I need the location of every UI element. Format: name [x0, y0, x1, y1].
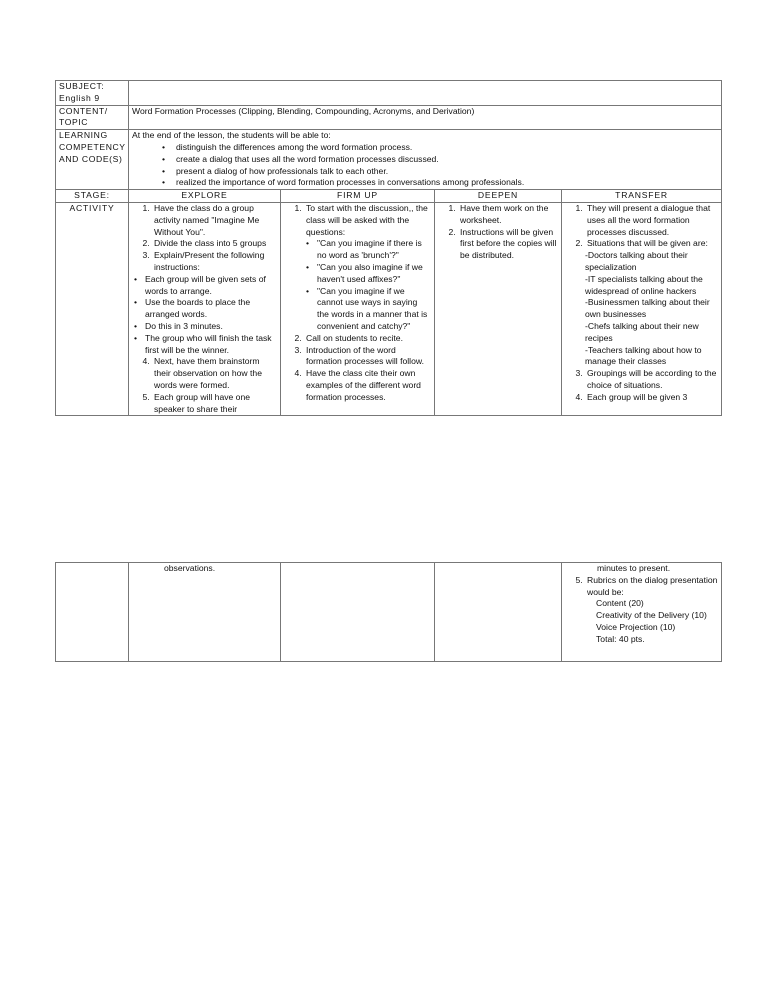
explore-bullet: • The group who will finish the task first will be the winner. — [132, 333, 277, 357]
explore-item: 3. Explain/Present the following instructions: — [152, 250, 277, 274]
subject-row — [56, 81, 722, 106]
deepen-cell-continued — [435, 563, 562, 662]
subject-cell — [56, 81, 129, 106]
activity-label-blank — [56, 563, 129, 662]
content-label-cell — [56, 105, 129, 130]
subject-label: SUBJECT: — [59, 81, 105, 91]
firm-up-item: 2. Call on students to recite. — [304, 333, 431, 345]
competency-row — [56, 130, 722, 190]
transfer-item: 5. Rubrics on the dialog presentation would be: — [585, 575, 718, 599]
deepen-cell — [435, 202, 562, 415]
explore-list-continued — [132, 356, 277, 415]
situation-item: -Chefs talking about their new recipes — [585, 320, 699, 343]
firm-up-cell-continued — [281, 563, 435, 662]
rubric-item: Creativity of the Delivery (10) — [596, 610, 707, 621]
deepen-item: 1. Have them work on the worksheet. — [458, 203, 558, 227]
lesson-plan-table — [55, 80, 722, 416]
firm-up-question: • "Can you imagine if there is no word as 'brunch'?" — [304, 238, 431, 262]
lesson-plan-table-continued — [55, 562, 722, 662]
situation-item: -Doctors talking about their specialization — [585, 250, 688, 272]
content-label-2: TOPIC — [59, 117, 89, 128]
firm-up-item: 4. Have the class cite their own examples of the different word formation processes. — [304, 368, 431, 403]
transfer-list-final — [565, 575, 718, 599]
transfer-item: 3. Groupings will be according to the choice of situations. — [585, 368, 718, 392]
transfer-item — [585, 238, 718, 250]
transfer-item-text: Situations that will be given are: — [587, 238, 708, 249]
rubric-item: Total: 40 pts. — [596, 633, 645, 644]
firm-up-question: • "Can you also imagine if we haven't used affixes?" — [304, 262, 431, 286]
activity-row-continued — [56, 563, 722, 662]
transfer-list-continued — [565, 368, 718, 403]
transfer-item: 4. Each group will be given 3 — [585, 392, 718, 404]
explore-bullets — [132, 274, 277, 357]
firm-up-list-continued — [284, 333, 431, 404]
competency-label-1: LEARNING — [59, 130, 108, 141]
objective-item: • realized the importance of word formation processes in conversations among professionals. — [162, 177, 718, 189]
rubric-item: Content (20) — [596, 598, 644, 609]
transfer-cell-continued — [562, 563, 722, 662]
firm-up-item: 3. Introduction of the word formation processes will follow. — [304, 345, 431, 369]
activity-label: ACTIVITY — [56, 202, 129, 415]
firm-up-question: • "Can you imagine if we cannot use ways in saying the words in a manner that is convenient and catchy?" — [304, 286, 431, 333]
subject-value: English 9 — [59, 92, 100, 103]
activity-row — [56, 202, 722, 415]
stage-label: STAGE: — [56, 190, 129, 203]
competency-content — [129, 130, 722, 190]
rubric-item: Voice Projection (10) — [596, 621, 676, 632]
explore-bullet: • Each group will be given sets of words to arrange. — [132, 274, 277, 298]
subject-blank — [129, 81, 722, 106]
competency-intro: At the end of the lesson, the students will be able to: — [132, 130, 331, 141]
objective-item: • distinguish the differences among the word formation process. — [162, 142, 718, 154]
explore-bullet: • Do this in 3 minutes. — [132, 321, 277, 333]
explore-item: 5. Each group will have one speaker to share their — [152, 392, 277, 416]
competency-label-3: AND CODE(S) — [59, 153, 123, 164]
column-header-explore: EXPLORE — [129, 190, 281, 203]
situation-list — [565, 250, 718, 368]
explore-cell-continued — [129, 563, 281, 662]
firm-up-questions — [284, 238, 431, 332]
firm-up-list — [284, 203, 431, 238]
situation-item: -Teachers talking about how to manage their classes — [585, 344, 702, 367]
firm-up-cell — [281, 202, 435, 415]
explore-bullet: • Use the boards to place the arranged words. — [132, 297, 277, 321]
column-header-firm-up: FIRM UP — [281, 190, 435, 203]
objective-item: • create a dialog that uses all the word formation processes discussed. — [162, 154, 718, 166]
column-header-deepen: DEEPEN — [435, 190, 562, 203]
content-row — [56, 105, 722, 130]
explore-continued-text: observations. — [164, 563, 216, 573]
transfer-item: 1. They will present a dialogue that uses all the word formation processes discussed. — [585, 203, 718, 238]
competency-label-2: COMPETENCY — [59, 141, 126, 152]
situation-item: -IT specialists talking about the widespread of online hackers — [585, 273, 703, 296]
transfer-continued-text: minutes to present. — [597, 563, 671, 573]
explore-item: 4. Next, have them brainstorm their observation on how the words were formed. — [152, 356, 277, 391]
explore-cell — [129, 202, 281, 415]
explore-list — [132, 203, 277, 274]
objective-item: • present a dialog of how professionals talk to each other. — [162, 166, 718, 178]
rubric-list — [565, 598, 718, 645]
explore-item: 2. Divide the class into 5 groups — [152, 238, 277, 250]
deepen-item: 2. Instructions will be given first before the copies will be distributed. — [458, 227, 558, 262]
stage-row — [56, 190, 722, 203]
column-header-transfer: TRANSFER — [562, 190, 722, 203]
objective-list — [132, 142, 718, 189]
deepen-list — [438, 203, 558, 262]
competency-label-cell — [56, 130, 129, 190]
transfer-list — [565, 203, 718, 250]
content-label-1: CONTENT/ — [59, 105, 108, 116]
explore-item: 1. Have the class do a group activity named "Imagine Me Without You". — [152, 203, 277, 238]
firm-up-item: 1. To start with the discussion,, the class will be asked with the questions: — [304, 203, 431, 238]
situation-item: -Businessmen talking about their own businesses — [585, 297, 710, 320]
content-value: Word Formation Processes (Clipping, Blending, Compounding, Acronyms, and Derivation) — [129, 105, 722, 130]
transfer-cell — [562, 202, 722, 415]
